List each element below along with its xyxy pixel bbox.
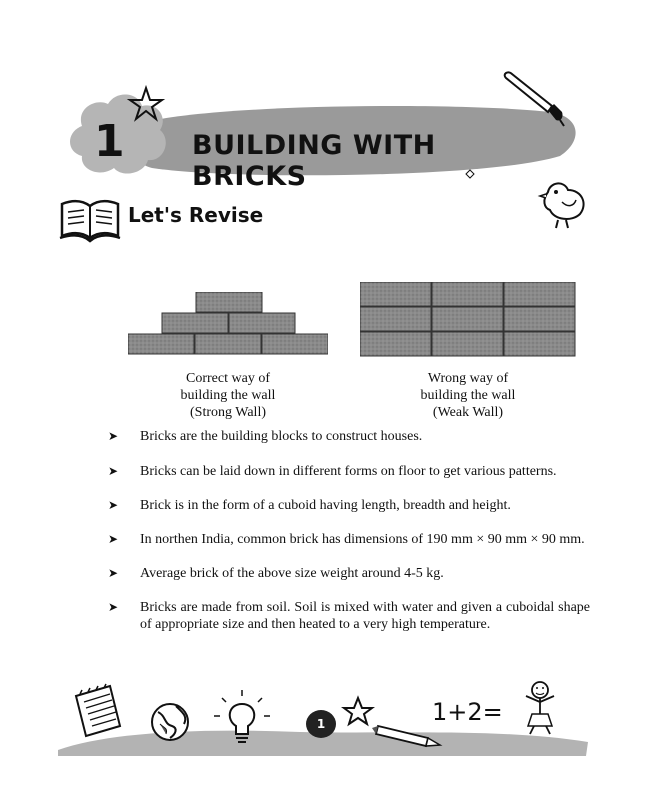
list-item-text: In northen India, common brick has dimensions of 190 mm × 90 mm × 90 mm.	[140, 532, 585, 547]
arrow-bullet-icon: ➤	[108, 532, 119, 546]
bird-icon	[536, 178, 590, 230]
list-item	[108, 497, 590, 514]
list-item	[108, 531, 590, 548]
list-item	[108, 463, 590, 480]
list-item-text: Brick is in the form of a cuboid having length, breadth and height.	[140, 498, 511, 513]
arrow-bullet-icon: ➤	[108, 464, 119, 478]
list-item-text: Average brick of the above size weight around 4-5 kg.	[140, 566, 444, 581]
list-item-text: Bricks are made from soil. Soil is mixed with water and given a cuboidal shape of appropriate size and then heated to a very high temperature.	[140, 600, 590, 632]
notepad-icon	[76, 684, 120, 736]
arrow-bullet-icon: ➤	[108, 429, 119, 443]
stick-figure-icon	[526, 682, 554, 734]
caption-line: Correct way of	[186, 371, 270, 386]
chapter-number: 1	[94, 116, 125, 167]
wrong-wall-figure	[360, 282, 576, 358]
page-number: 1	[316, 717, 326, 731]
correct-wall-caption	[140, 370, 316, 421]
caption-line: building the wall	[180, 388, 276, 403]
arrow-bullet-icon: ➤	[108, 566, 119, 580]
list-item	[108, 428, 590, 445]
wrong-wall-caption	[380, 370, 556, 421]
correct-wall-figure	[128, 292, 328, 356]
list-item-text: Bricks can be laid down in different forms on floor to get various patterns.	[140, 464, 557, 479]
arrow-bullet-icon: ➤	[108, 600, 119, 614]
footer-illustration	[0, 676, 648, 800]
caption-line: (Strong Wall)	[190, 405, 266, 420]
star-icon	[344, 698, 372, 724]
bullet-list	[108, 428, 590, 633]
caption-line: building the wall	[420, 388, 516, 403]
list-item	[108, 565, 590, 582]
paintbrush-icon	[500, 70, 570, 130]
list-item-text: Bricks are the building blocks to construct houses.	[140, 429, 423, 444]
math-doodle-text: 1+2=	[432, 698, 503, 726]
caption-line: (Weak Wall)	[432, 405, 504, 420]
caption-line: Wrong way of	[427, 371, 509, 386]
open-book-icon	[58, 194, 122, 244]
chapter-title: BUILDING WITH BRICKS	[192, 130, 436, 192]
section-title: Let's Revise	[128, 203, 264, 227]
list-item	[108, 599, 590, 633]
globe-icon	[152, 704, 188, 740]
arrow-bullet-icon: ➤	[108, 498, 119, 512]
